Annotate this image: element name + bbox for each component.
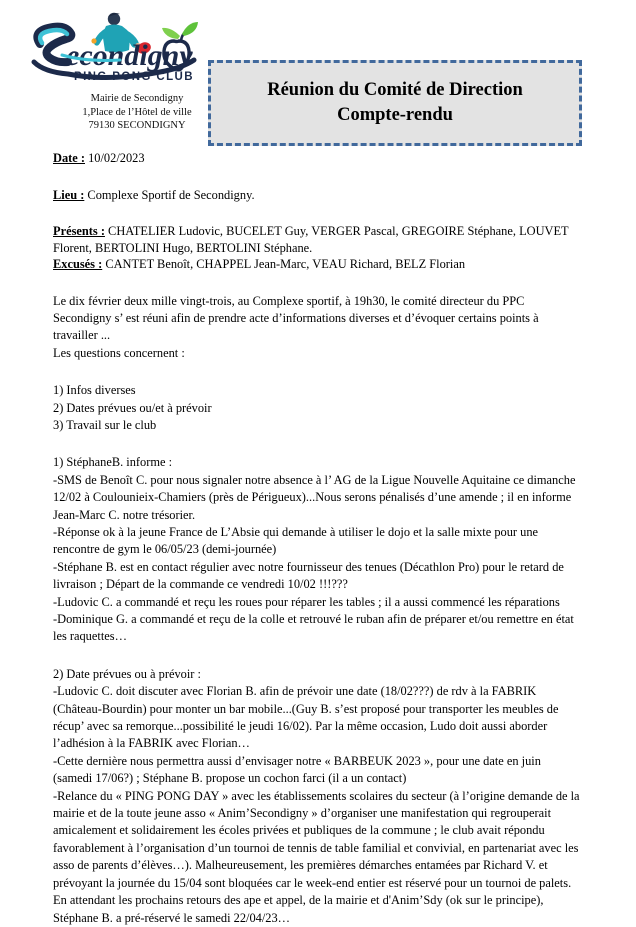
intro-questions-line: Les questions concernent : — [53, 345, 185, 360]
meta-excused-value: CANTET Benoît, CHAPPEL Jean-Marc, VEAU Richard, BELZ Florian — [102, 257, 466, 271]
meta-present-value: CHATELIER Ludovic, BUCELET Guy, VERGER Pascal, GREGOIRE Stéphane, LOUVET Florent, BERTOLINI Hugo, BERTOLINI Stéphane. — [53, 224, 569, 255]
section-1-item-4: -Ludovic C. a commandé et reçu les roues pour réparer les tables ; il a aussi commencé les réparations — [53, 594, 560, 609]
meta-date-value: 10/02/2023 — [85, 151, 145, 165]
spacer — [53, 203, 583, 223]
spacer — [53, 362, 583, 382]
meta-excused-label: Excusés : — [53, 257, 103, 271]
meta-place-label: Lieu : — [53, 187, 85, 202]
document-title-line-2: Compte-rendu — [337, 105, 453, 125]
secondigny-ping-pong-club-logo — [22, 10, 217, 88]
agenda-item-3: 3) Travail sur le club — [53, 417, 157, 432]
meta-place-value: Complexe Sportif de Secondigny. — [84, 187, 255, 202]
agenda-item-1: 1) Infos diverses — [53, 383, 136, 398]
spacer — [53, 167, 583, 187]
section-2-item-2: -Cette dernière nous permettra aussi d’envisager notre « BARBEUK 2023 », pour une date en juin (samedi 17/06?) ; Stéphane B. propose un cochon farci (il a un contact) — [53, 753, 541, 786]
section-2-item-1: -Ludovic C. doit discuter avec Florian B. afin de prévoir une date (18/02???) de rdv à la FABRIK (Château-Bourdin) pour monter un bar mobile...(Guy B. s’est proposé pour transporter les meubles de récup’ avec sa remorque...possibilité le jeudi 16/02). Par la même occasion, Ludo doit aussi aborder l’adhésion à la FABRIK avec Florian… — [53, 684, 559, 751]
section-1-item-1: -SMS de Benoît C. pour nous signaler notre absence à l’ AG de la Ligue Nouvelle Aquitaine ce dimanche 12/02 à Coulounieix-Chamiers (près de Périgueux)...Nous serons pénalisés d’une amende ; il en informe Jean-Marc C. notre trésorier. — [53, 472, 576, 522]
section-1-item-3: -Stéphane B. est en contact régulier avec notre fournisseur des tenues (Décathlon Pro) pour le retard de livraison ; Départ de la commande ce vendredi 10/02 !!!??? — [53, 559, 564, 592]
document-header — [0, 0, 636, 150]
section-2-item-3: -Relance du « PING PONG DAY » avec les établissements scolaires du secteur (à l’origine demande de la mairie et de la toute jeune asso « Anim’Secondigny » d’organiser une manifestation qui regrouperait amicalement et solidairement les écoles privées et publiques de la commune ; le club avait répondu favorablement à l’organisation d’un tournoi de tennis de table familial et convivial, en partenariat avec les asso de parents d’élèves…). Malheureusement, les premières démarches entamées par Richard V. et prévoyant la journée du 15/04 sont bloquées car le week-end entier est réservé pour un tournoi de palets. En attendant les prochains retours des ape et appel, de la mairie et d'Anim’Sdy (ok sur le principe), Stéphane B. a pré-réservé le samedi 22/04/23… — [53, 788, 580, 925]
spacer — [53, 646, 583, 666]
meta-present-label: Présents : — [53, 224, 105, 238]
meta-date — [53, 150, 583, 167]
document-title-box — [208, 60, 582, 146]
spacer — [53, 434, 583, 454]
section-1-item-2: -Réponse ok à la jeune France de L’Absie qui demande à utiliser le dojo et la salle mixte pour une rencontre de gym le 06/05/23 (demi-journée) — [53, 524, 539, 557]
agenda-item-2: 2) Dates prévues ou/et à prévoir — [53, 400, 212, 415]
logo-tagline: PING PONG CLUB — [74, 71, 194, 83]
document-title-line-1: Réunion du Comité de Direction — [267, 80, 523, 100]
section-1-heading: 1) StéphaneB. informe : — [53, 455, 173, 470]
address-line-2: 1,Place de l’Hôtel de ville — [82, 106, 192, 118]
meta-present — [53, 223, 583, 256]
meta-place — [53, 187, 583, 204]
club-logo-block — [22, 10, 217, 140]
address-line-1: Mairie de Secondigny — [90, 93, 184, 104]
meta-excused — [53, 256, 583, 273]
logo-wordmark: econdigny — [66, 39, 193, 72]
address-line-3: 79130 SECONDIGNY — [88, 120, 186, 131]
meta-date-label: Date : — [53, 151, 85, 165]
club-address — [52, 92, 222, 133]
intro-paragraph: Le dix février deux mille vingt-trois, au Complexe sportif, à 19h30, le comité directeur du PPC Secondigny s’ est réuni afin de prendre acte d’informations diverses et d’évoquer certains points à travailler ... — [53, 293, 539, 343]
spacer — [53, 273, 583, 293]
document-body — [53, 150, 583, 927]
section-2-heading: 2) Date prévues ou à prévoir : — [53, 666, 201, 681]
section-1-item-5: -Dominique G. a commandé et reçu de la colle et retrouvé le ruban afin de préparer et/ou remettre en état les raquettes… — [53, 612, 574, 644]
